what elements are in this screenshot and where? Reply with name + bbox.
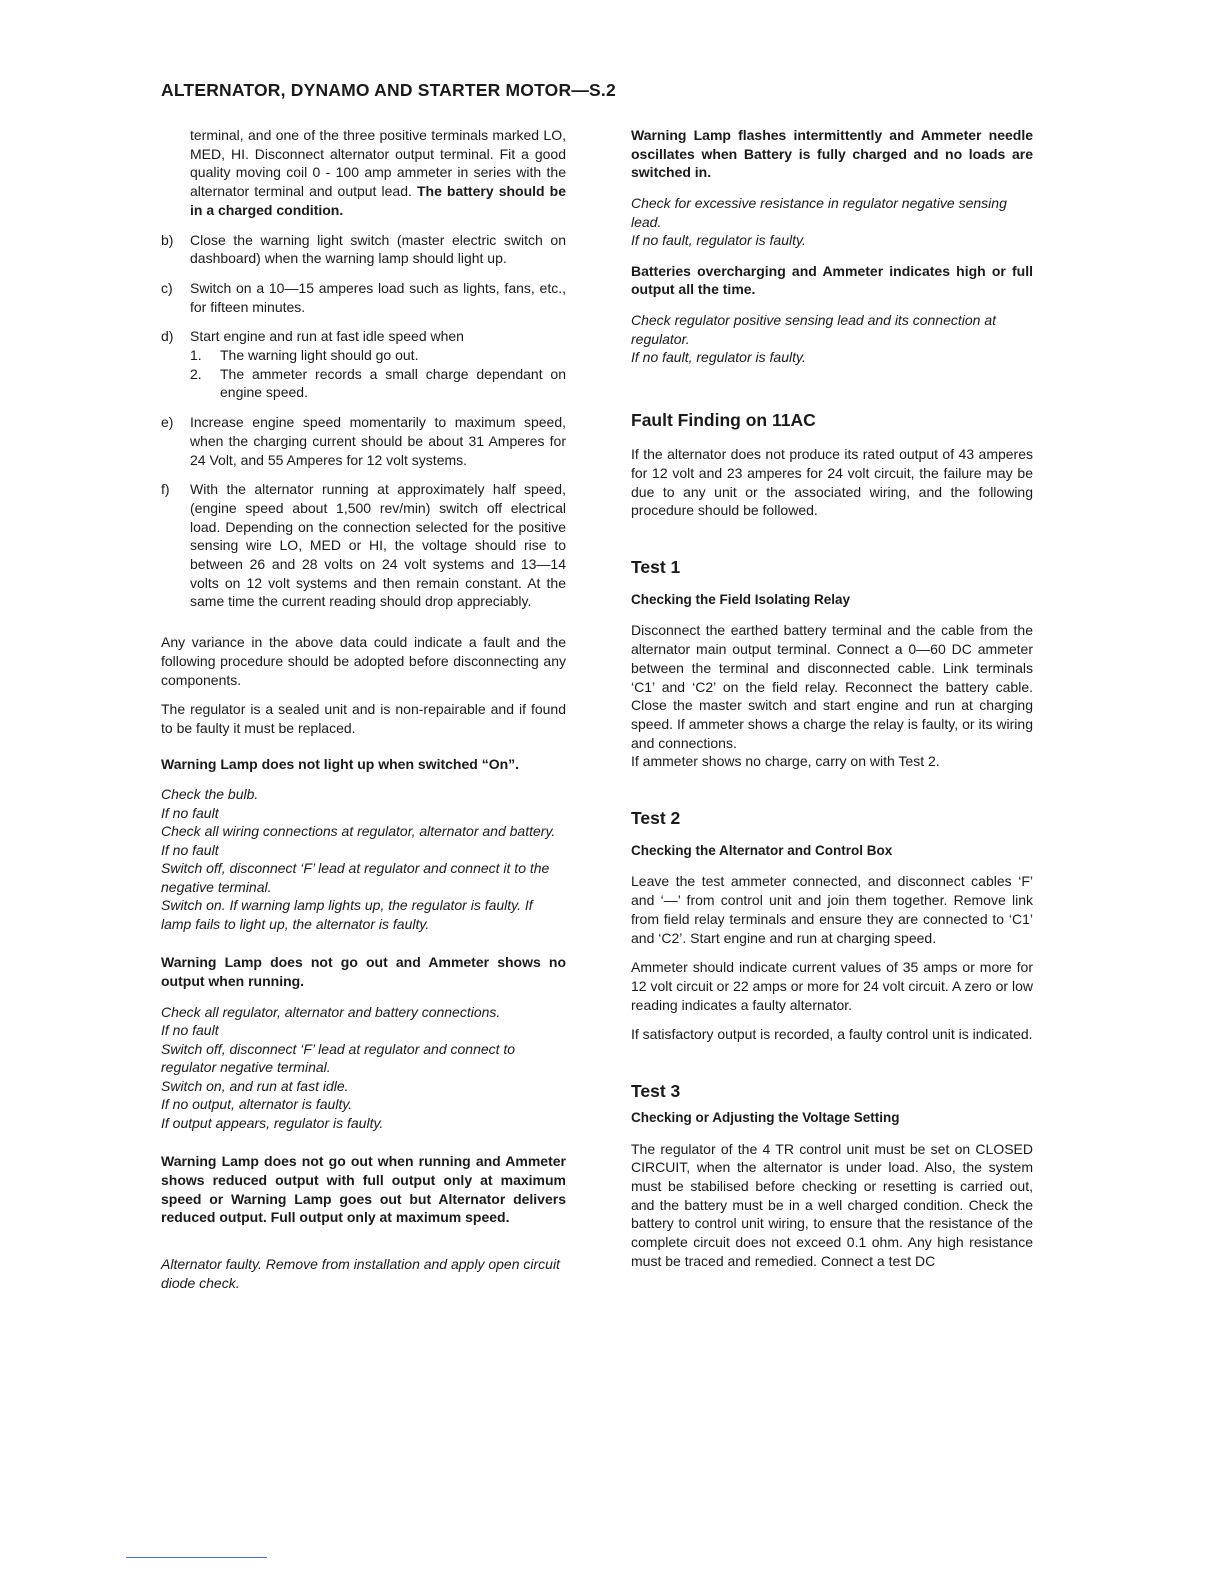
sub-item-text: The warning light should go out. xyxy=(220,347,419,364)
condition-steps xyxy=(161,1255,566,1292)
step-line: Alternator faulty. Remove from installation and apply open circuit diode check. xyxy=(161,1256,560,1291)
list-item-label: e) xyxy=(161,414,174,431)
sub-item-text: The ammeter records a small charge dependant on engine speed. xyxy=(220,365,566,401)
step-line: If no fault xyxy=(161,841,219,858)
list-item xyxy=(161,480,566,611)
condition-steps xyxy=(161,1003,566,1133)
paragraph: The regulator is a sealed unit and is non-repairable and if found to be faulty it must be replaced. xyxy=(161,701,566,736)
section-heading: Test 2 xyxy=(631,808,681,829)
intro-bold-text: The battery should be in a charged condition. xyxy=(190,183,566,218)
step-line: If no fault xyxy=(161,804,219,821)
step-line: Switch on, and run at fast idle. xyxy=(161,1077,349,1094)
subsection-heading: Checking the Field Isolating Relay xyxy=(631,591,851,607)
paragraph: If ammeter shows no charge, carry on with Test 2. xyxy=(631,753,940,770)
step-line: Switch off, disconnect ‘F’ lead at regulator and connect to regulator negative terminal. xyxy=(161,1040,516,1076)
subsection-heading: Checking or Adjusting the Voltage Setting xyxy=(631,1109,900,1125)
left-column xyxy=(161,126,566,1304)
footer-rule xyxy=(126,1557,267,1558)
list-item-a xyxy=(161,126,566,220)
condition-steps xyxy=(631,194,1033,250)
step-line: Check regulator positive sensing lead and its connection at regulator. xyxy=(631,312,996,347)
sub-item-number: 1. xyxy=(190,347,202,364)
list-item-text: Switch on a 10—15 amperes load such as lights, fans, etc., for fifteen minutes. xyxy=(190,279,566,315)
list-item-text: Start engine and run at fast idle speed when xyxy=(190,328,464,345)
list-item xyxy=(161,413,566,469)
condition-heading: Batteries overcharging and Ammeter indicates high or full output all the time. xyxy=(631,262,1033,298)
list-item-label: d) xyxy=(161,328,174,345)
condition-heading: Warning Lamp does not go out when running and Ammeter shows reduced output with full output only at maximum speed or Warning Lamp goes out but Alternator delivers reduced output. Full output only at maximum speed. xyxy=(161,1153,566,1226)
paragraph: If satisfactory output is recorded, a faulty control unit is indicated. xyxy=(631,1026,1033,1043)
subsection-heading: Checking the Alternator and Control Box xyxy=(631,842,893,858)
step-line: Check for excessive resistance in regulator negative sensing lead. xyxy=(631,195,1007,230)
list-item-label: b) xyxy=(161,231,174,248)
condition-heading: Warning Lamp flashes intermittently and Ammeter needle oscillates when Battery is fully charged and no loads are switched in. xyxy=(631,127,1033,181)
step-line: Check all wiring connections at regulator, alternator and battery. xyxy=(161,823,556,840)
step-line: If no fault xyxy=(161,1022,219,1039)
step-line: Switch on. If warning lamp lights up, the regulator is faulty. If lamp fails to light up, the alternator is faulty. xyxy=(161,897,533,932)
list-item xyxy=(161,231,566,268)
right-column xyxy=(631,126,1033,1281)
sub-item-number: 2. xyxy=(190,365,202,382)
paragraph: Any variance in the above data could indicate a fault and the following procedure should be adopted before disconnecting any components. xyxy=(161,634,566,688)
sub-item xyxy=(190,346,566,365)
paragraph: Ammeter should indicate current values of 35 amps or more for 12 volt circuit or 22 amps or more for 24 volt circuit. A zero or low reading indicates a faulty alternator. xyxy=(631,959,1033,1013)
condition-steps xyxy=(161,785,566,933)
list-item-text: Increase engine speed momentarily to maximum speed, when the charging current should be about 31 Amperes for 24 Volt, and 55 Amperes for 12 volt systems. xyxy=(190,414,566,468)
paragraph: If the alternator does not produce its rated output of 43 amperes for 12 volt and 23 amperes for 24 volt circuit, the failure may be due to any unit or the associated wiring, and the following procedure should be followed. xyxy=(631,446,1033,519)
intro-text: terminal, and one of the three positive terminals marked LO, MED, HI. Disconnect alternator output terminal. Fit a good quality moving coil 0 - 100 amp ammeter in series with the alternator terminal and output lead. xyxy=(190,127,566,200)
page-header: ALTERNATOR, DYNAMO AND STARTER MOTOR—S.2 xyxy=(161,80,616,100)
list-item-text: With the alternator running at approximately half speed, (engine speed about 1,500 rev/min) switch off electrical load. Depending on the connection selected for the positive sensing wire LO, MED or HI, the voltage should rise to between 26 and 28 volts on 24 volt systems and 13—14 volts on 12 volt systems and then remain constant. At the same time the current reading should drop appreciably. xyxy=(190,481,566,610)
step-line: If no fault, regulator is faulty. xyxy=(631,232,806,249)
condition-heading: Warning Lamp does not light up when switched “On”. xyxy=(161,755,520,772)
list-item-text: Close the warning light switch (master electric switch on dashboard) when the warning lamp should light up. xyxy=(190,231,566,267)
condition-steps xyxy=(631,311,1033,367)
paragraph: Disconnect the earthed battery terminal and the cable from the alternator main output terminal. Connect a 0—60 DC ammeter between the terminal and disconnected cable. Link terminals ‘C1’ and ‘C2’ on the field relay. Reconnect the battery cable. Close the master switch and start engine and run at charging speed. If ammeter shows a charge the relay is faulty, or its wiring and connections. xyxy=(631,622,1033,751)
list-item xyxy=(161,279,566,316)
step-line: Check the bulb. xyxy=(161,786,259,803)
paragraph: Leave the test ammeter connected, and disconnect cables ‘F’ and ‘—’ from control unit and join them together. Remove link from field relay terminals and ensure they are connected to ‘C1’ and ‘C2’. Start engine and run at charging speed. xyxy=(631,873,1033,946)
section-heading: Test 1 xyxy=(631,557,681,578)
sub-item xyxy=(190,365,566,402)
step-line: Switch off, disconnect ‘F’ lead at regulator and connect it to the negative terminal. xyxy=(161,860,550,895)
list-item xyxy=(161,327,566,402)
step-line: If output appears, regulator is faulty. xyxy=(161,1114,384,1131)
step-line: Check all regulator, alternator and battery connections. xyxy=(161,1003,501,1020)
list-item-label: f) xyxy=(161,481,170,498)
section-heading: Fault Finding on 11AC xyxy=(631,409,816,430)
step-line: If no output, alternator is faulty. xyxy=(161,1096,353,1113)
list-item-label: c) xyxy=(161,279,173,296)
condition-heading: Warning Lamp does not go out and Ammeter shows no output when running. xyxy=(161,954,566,990)
section-heading: Test 3 xyxy=(631,1081,681,1102)
paragraph: The regulator of the 4 TR control unit must be set on CLOSED CIRCUIT, when the alternator is under load. Also, the system must be stabilised before checking or resetting is carried out, and the battery must be in a well charged condition. Check the battery to control unit wiring, to ensure that the resistance of the complete circuit does not exceed 0.1 ohm. Any high resistance must be traced and remedied. Connect a test DC xyxy=(631,1140,1033,1269)
step-line: If no fault, regulator is faulty. xyxy=(631,349,806,366)
